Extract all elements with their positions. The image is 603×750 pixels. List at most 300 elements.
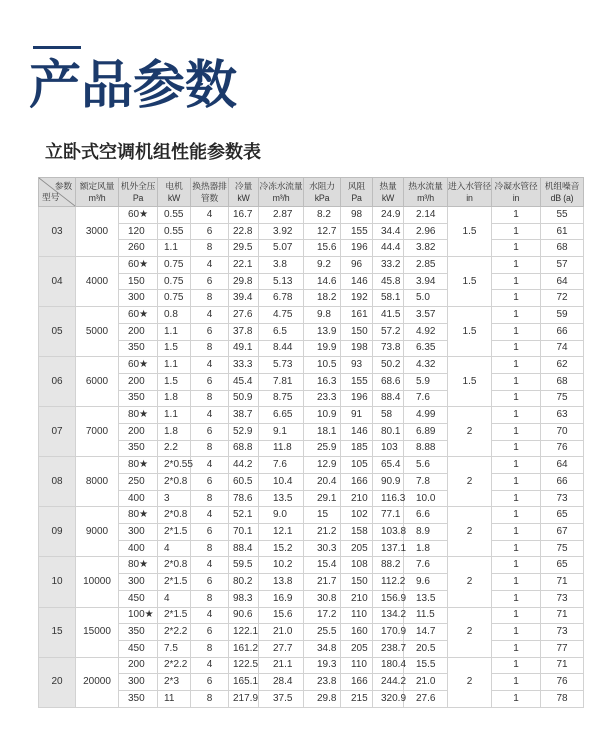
table-row xyxy=(39,607,584,624)
tube-rows-cell: 4 xyxy=(191,657,229,674)
chilled-water-flow-cell: 10.4 xyxy=(259,474,304,491)
chilled-water-flow-cell: 13.8 xyxy=(259,574,304,591)
heating-capacity-cell: 137.1 xyxy=(373,540,404,557)
heating-capacity-cell: 90.9 xyxy=(373,474,404,491)
condensate-pipe-cell: 1 xyxy=(492,507,541,524)
hot-water-flow-cell: 8.88 xyxy=(404,440,448,457)
hot-water-flow-cell: 2.14 xyxy=(404,207,448,224)
motor-power-cell: 2*1.5 xyxy=(158,524,191,541)
chilled-water-flow-cell: 21.1 xyxy=(259,657,304,674)
tube-rows-cell: 4 xyxy=(191,257,229,274)
tube-rows-cell: 6 xyxy=(191,674,229,691)
noise-cell: 73 xyxy=(541,590,584,607)
motor-power-cell: 2*1.5 xyxy=(158,574,191,591)
column-header xyxy=(492,178,541,207)
external-pressure-cell: 60★ xyxy=(119,357,158,374)
motor-power-cell: 2*0.8 xyxy=(158,507,191,524)
tube-rows-cell: 8 xyxy=(191,340,229,357)
water-resistance-cell: 25.9 xyxy=(304,440,341,457)
cooling-capacity-cell: 39.4 xyxy=(229,290,259,307)
water-resistance-cell: 34.8 xyxy=(304,640,341,657)
cooling-capacity-cell: 44.2 xyxy=(229,457,259,474)
tube-rows-cell: 6 xyxy=(191,373,229,390)
table-row xyxy=(39,474,584,491)
column-header-label: 机组噪音 xyxy=(544,180,580,191)
water-resistance-cell: 29.8 xyxy=(304,690,341,707)
water-resistance-cell: 19.9 xyxy=(304,340,341,357)
condensate-pipe-cell: 1 xyxy=(492,390,541,407)
table-row xyxy=(39,690,584,707)
air-resistance-cell: 196 xyxy=(341,390,373,407)
hot-water-flow-cell: 7.8 xyxy=(404,474,448,491)
cooling-capacity-cell: 50.9 xyxy=(229,390,259,407)
motor-power-cell: 1.1 xyxy=(158,240,191,257)
water-resistance-cell: 9.2 xyxy=(304,257,341,274)
condensate-pipe-cell: 1 xyxy=(492,574,541,591)
column-header-unit: kW xyxy=(237,192,250,203)
rated-airflow-cell: 15000 xyxy=(76,607,119,657)
column-header-unit: m³/h xyxy=(272,192,290,203)
column-header-unit: m³/h xyxy=(88,192,106,203)
rated-airflow-cell: 7000 xyxy=(76,407,119,457)
chilled-water-flow-cell: 5.73 xyxy=(259,357,304,374)
table-body xyxy=(39,207,584,708)
cooling-capacity-cell: 45.4 xyxy=(229,373,259,390)
cooling-capacity-cell: 88.4 xyxy=(229,540,259,557)
noise-cell: 71 xyxy=(541,574,584,591)
hot-water-flow-cell: 3.57 xyxy=(404,307,448,324)
rated-airflow-cell: 10000 xyxy=(76,557,119,607)
condensate-pipe-cell: 1 xyxy=(492,457,541,474)
motor-power-cell: 2*1.5 xyxy=(158,607,191,624)
tube-rows-cell: 6 xyxy=(191,223,229,240)
air-resistance-cell: 205 xyxy=(341,640,373,657)
chilled-water-flow-cell: 16.9 xyxy=(259,590,304,607)
chilled-water-flow-cell: 7.6 xyxy=(259,457,304,474)
heating-capacity-cell: 116.3 xyxy=(373,490,404,507)
noise-cell: 74 xyxy=(541,340,584,357)
condensate-pipe-cell: 1 xyxy=(492,240,541,257)
air-resistance-cell: 150 xyxy=(341,323,373,340)
cooling-capacity-cell: 68.8 xyxy=(229,440,259,457)
air-resistance-cell: 160 xyxy=(341,624,373,641)
cooling-capacity-cell: 98.3 xyxy=(229,590,259,607)
air-resistance-cell: 98 xyxy=(341,207,373,224)
column-header xyxy=(259,178,304,207)
noise-cell: 78 xyxy=(541,690,584,707)
tube-rows-cell: 8 xyxy=(191,590,229,607)
hot-water-flow-cell: 15.5 xyxy=(404,657,448,674)
tube-rows-cell: 6 xyxy=(191,323,229,340)
water-resistance-cell: 16.3 xyxy=(304,373,341,390)
noise-cell: 66 xyxy=(541,323,584,340)
heating-capacity-cell: 88.2 xyxy=(373,557,404,574)
external-pressure-cell: 350 xyxy=(119,624,158,641)
hot-water-flow-cell: 9.6 xyxy=(404,574,448,591)
table-row xyxy=(39,290,584,307)
cooling-capacity-cell: 122.1 xyxy=(229,624,259,641)
parameter-table xyxy=(38,177,584,708)
condensate-pipe-cell: 1 xyxy=(492,440,541,457)
chilled-water-flow-cell: 10.2 xyxy=(259,557,304,574)
air-resistance-cell: 108 xyxy=(341,557,373,574)
hot-water-flow-cell: 13.5 xyxy=(404,590,448,607)
motor-power-cell: 1.8 xyxy=(158,423,191,440)
motor-power-cell: 2*3 xyxy=(158,674,191,691)
motor-power-cell: 1.1 xyxy=(158,357,191,374)
external-pressure-cell: 200 xyxy=(119,323,158,340)
column-header-label: 冷凝水管径 xyxy=(494,180,538,191)
water-resistance-cell: 15.4 xyxy=(304,557,341,574)
table-row xyxy=(39,440,584,457)
heating-capacity-cell: 34.4 xyxy=(373,223,404,240)
tube-rows-cell: 8 xyxy=(191,290,229,307)
motor-power-cell: 0.55 xyxy=(158,207,191,224)
rated-airflow-cell: 5000 xyxy=(76,307,119,357)
table-row xyxy=(39,507,584,524)
tube-rows-cell: 4 xyxy=(191,207,229,224)
external-pressure-cell: 260 xyxy=(119,240,158,257)
heating-capacity-cell: 170.9 xyxy=(373,624,404,641)
water-resistance-cell: 17.2 xyxy=(304,607,341,624)
tube-rows-cell: 4 xyxy=(191,357,229,374)
external-pressure-cell: 450 xyxy=(119,640,158,657)
condensate-pipe-cell: 1 xyxy=(492,407,541,424)
chilled-water-flow-cell: 4.75 xyxy=(259,307,304,324)
motor-power-cell: 0.75 xyxy=(158,273,191,290)
column-header xyxy=(404,178,448,207)
hot-water-flow-cell: 5.0 xyxy=(404,290,448,307)
chilled-water-flow-cell: 7.81 xyxy=(259,373,304,390)
column-header xyxy=(541,178,584,207)
chilled-water-flow-cell: 12.1 xyxy=(259,524,304,541)
table-row xyxy=(39,674,584,691)
tube-rows-cell: 8 xyxy=(191,640,229,657)
column-header-label: 风阻 xyxy=(347,180,366,191)
motor-power-cell: 1.5 xyxy=(158,340,191,357)
hot-water-flow-cell: 6.35 xyxy=(404,340,448,357)
table-row xyxy=(39,524,584,541)
heating-capacity-cell: 134.2 xyxy=(373,607,404,624)
column-header-label: 热水流量 xyxy=(408,180,443,191)
noise-cell: 67 xyxy=(541,524,584,541)
noise-cell: 65 xyxy=(541,557,584,574)
heating-capacity-cell: 112.2 xyxy=(373,574,404,591)
air-resistance-cell: 155 xyxy=(341,223,373,240)
tube-rows-cell: 6 xyxy=(191,574,229,591)
water-resistance-cell: 20.4 xyxy=(304,474,341,491)
air-resistance-cell: 192 xyxy=(341,290,373,307)
column-header-label: 热量 xyxy=(379,180,397,191)
table-row xyxy=(39,223,584,240)
external-pressure-cell: 60★ xyxy=(119,307,158,324)
external-pressure-cell: 150 xyxy=(119,273,158,290)
air-resistance-cell: 185 xyxy=(341,440,373,457)
water-resistance-cell: 21.2 xyxy=(304,524,341,541)
water-resistance-cell: 29.1 xyxy=(304,490,341,507)
hot-water-flow-cell: 1.8 xyxy=(404,540,448,557)
chilled-water-flow-cell: 21.0 xyxy=(259,624,304,641)
table-row xyxy=(39,590,584,607)
motor-power-cell: 4 xyxy=(158,540,191,557)
motor-power-cell: 7.5 xyxy=(158,640,191,657)
external-pressure-cell: 60★ xyxy=(119,257,158,274)
water-resistance-cell: 9.8 xyxy=(304,307,341,324)
hot-water-flow-cell: 11.5 xyxy=(404,607,448,624)
cooling-capacity-cell: 90.6 xyxy=(229,607,259,624)
air-resistance-cell: 102 xyxy=(341,507,373,524)
tube-rows-cell: 6 xyxy=(191,524,229,541)
water-resistance-cell: 18.1 xyxy=(304,423,341,440)
tube-rows-cell: 8 xyxy=(191,240,229,257)
heating-capacity-cell: 57.2 xyxy=(373,323,404,340)
air-resistance-cell: 91 xyxy=(341,407,373,424)
cooling-capacity-cell: 29.8 xyxy=(229,273,259,290)
heating-capacity-cell: 50.2 xyxy=(373,357,404,374)
water-resistance-cell: 12.7 xyxy=(304,223,341,240)
corner-header-cell xyxy=(39,178,76,207)
column-header-unit: dB (a) xyxy=(550,192,574,203)
tube-rows-cell: 4 xyxy=(191,457,229,474)
noise-cell: 57 xyxy=(541,257,584,274)
hot-water-flow-cell: 7.6 xyxy=(404,390,448,407)
tube-rows-cell: 6 xyxy=(191,273,229,290)
chilled-water-flow-cell: 27.7 xyxy=(259,640,304,657)
heating-capacity-cell: 73.8 xyxy=(373,340,404,357)
water-resistance-cell: 8.2 xyxy=(304,207,341,224)
air-resistance-cell: 198 xyxy=(341,340,373,357)
external-pressure-cell: 350 xyxy=(119,440,158,457)
chilled-water-flow-cell: 15.2 xyxy=(259,540,304,557)
cooling-capacity-cell: 59.5 xyxy=(229,557,259,574)
motor-power-cell: 2*0.8 xyxy=(158,557,191,574)
water-resistance-cell: 12.9 xyxy=(304,457,341,474)
motor-power-cell: 2*2.2 xyxy=(158,657,191,674)
inlet-pipe-cell: 2 xyxy=(448,407,492,457)
hot-water-flow-cell: 2.96 xyxy=(404,223,448,240)
hot-water-flow-cell: 6.6 xyxy=(404,507,448,524)
motor-power-cell: 0.8 xyxy=(158,307,191,324)
motor-power-cell: 0.55 xyxy=(158,223,191,240)
inlet-pipe-cell: 1.5 xyxy=(448,207,492,257)
heating-capacity-cell: 244.2 xyxy=(373,674,404,691)
model-cell: 08 xyxy=(39,457,76,507)
cooling-capacity-cell: 161.2 xyxy=(229,640,259,657)
noise-cell: 76 xyxy=(541,440,584,457)
rated-airflow-cell: 4000 xyxy=(76,257,119,307)
noise-cell: 76 xyxy=(541,674,584,691)
inlet-pipe-cell: 1.5 xyxy=(448,357,492,407)
condensate-pipe-cell: 1 xyxy=(492,207,541,224)
page-title: 产品参数 xyxy=(29,57,238,115)
chilled-water-flow-cell: 8.75 xyxy=(259,390,304,407)
tube-rows-cell: 6 xyxy=(191,474,229,491)
chilled-water-flow-cell: 3.8 xyxy=(259,257,304,274)
column-header-unit: m³/h xyxy=(417,192,434,203)
table-row xyxy=(39,407,584,424)
cooling-capacity-cell: 122.5 xyxy=(229,657,259,674)
column-header-label: 电机 xyxy=(165,180,183,191)
air-resistance-cell: 210 xyxy=(341,490,373,507)
condensate-pipe-cell: 1 xyxy=(492,557,541,574)
tube-rows-cell: 8 xyxy=(191,690,229,707)
column-header xyxy=(448,178,492,207)
column-header-label: 换热器排 xyxy=(192,180,227,191)
corner-label-model: 型号 xyxy=(42,192,60,203)
chilled-water-flow-cell: 3.92 xyxy=(259,223,304,240)
water-resistance-cell: 19.3 xyxy=(304,657,341,674)
column-header-unit: kW xyxy=(381,192,395,203)
hot-water-flow-cell: 4.92 xyxy=(404,323,448,340)
noise-cell: 65 xyxy=(541,507,584,524)
external-pressure-cell: 120 xyxy=(119,223,158,240)
column-header-unit: Pa xyxy=(132,192,144,203)
table-row xyxy=(39,373,584,390)
tube-rows-cell: 4 xyxy=(191,407,229,424)
noise-cell: 71 xyxy=(541,657,584,674)
water-resistance-cell: 23.3 xyxy=(304,390,341,407)
condensate-pipe-cell: 1 xyxy=(492,490,541,507)
hot-water-flow-cell: 21.0 xyxy=(404,674,448,691)
column-header-unit: kW xyxy=(167,192,181,203)
water-resistance-cell: 25.5 xyxy=(304,624,341,641)
table-row xyxy=(39,257,584,274)
table-row xyxy=(39,457,584,474)
air-resistance-cell: 205 xyxy=(341,540,373,557)
column-header xyxy=(373,178,404,207)
tube-rows-cell: 4 xyxy=(191,607,229,624)
condensate-pipe-cell: 1 xyxy=(492,640,541,657)
motor-power-cell: 0.75 xyxy=(158,290,191,307)
motor-power-cell: 11 xyxy=(158,690,191,707)
column-header xyxy=(341,178,373,207)
chilled-water-flow-cell: 8.44 xyxy=(259,340,304,357)
motor-power-cell: 1.5 xyxy=(158,373,191,390)
noise-cell: 64 xyxy=(541,457,584,474)
corner-label-parameter: 参数 xyxy=(54,181,72,191)
air-resistance-cell: 96 xyxy=(341,257,373,274)
condensate-pipe-cell: 1 xyxy=(492,290,541,307)
model-cell: 05 xyxy=(39,307,76,357)
model-cell: 06 xyxy=(39,357,76,407)
motor-power-cell: 1.1 xyxy=(158,407,191,424)
condensate-pipe-cell: 1 xyxy=(492,474,541,491)
tube-rows-cell: 4 xyxy=(191,557,229,574)
hot-water-flow-cell: 10.0 xyxy=(404,490,448,507)
motor-power-cell: 2*2.2 xyxy=(158,624,191,641)
noise-cell: 59 xyxy=(541,307,584,324)
external-pressure-cell: 350 xyxy=(119,390,158,407)
cooling-capacity-cell: 217.9 xyxy=(229,690,259,707)
noise-cell: 70 xyxy=(541,423,584,440)
external-pressure-cell: 80★ xyxy=(119,557,158,574)
table-title: 立卧式空调机组性能参数表 xyxy=(45,142,261,162)
noise-cell: 62 xyxy=(541,357,584,374)
noise-cell: 75 xyxy=(541,540,584,557)
column-header-unit: kPa xyxy=(314,192,330,203)
condensate-pipe-cell: 1 xyxy=(492,690,541,707)
motor-power-cell: 0.75 xyxy=(158,257,191,274)
model-cell: 07 xyxy=(39,407,76,457)
rated-airflow-cell: 8000 xyxy=(76,457,119,507)
inlet-pipe-cell: 1.5 xyxy=(448,257,492,307)
cooling-capacity-cell: 70.1 xyxy=(229,524,259,541)
cooling-capacity-cell: 52.9 xyxy=(229,423,259,440)
air-resistance-cell: 110 xyxy=(341,657,373,674)
column-header xyxy=(158,178,191,207)
table-row xyxy=(39,657,584,674)
model-cell: 20 xyxy=(39,657,76,707)
external-pressure-cell: 60★ xyxy=(119,207,158,224)
hot-water-flow-cell: 2.85 xyxy=(404,257,448,274)
heating-capacity-cell: 65.4 xyxy=(373,457,404,474)
condensate-pipe-cell: 1 xyxy=(492,223,541,240)
external-pressure-cell: 300 xyxy=(119,574,158,591)
external-pressure-cell: 300 xyxy=(119,524,158,541)
chilled-water-flow-cell: 6.65 xyxy=(259,407,304,424)
external-pressure-cell: 80★ xyxy=(119,507,158,524)
external-pressure-cell: 200 xyxy=(119,657,158,674)
table-row xyxy=(39,340,584,357)
tube-rows-cell: 8 xyxy=(191,440,229,457)
external-pressure-cell: 300 xyxy=(119,290,158,307)
tube-rows-cell: 6 xyxy=(191,624,229,641)
heating-capacity-cell: 58 xyxy=(373,407,404,424)
cooling-capacity-cell: 49.1 xyxy=(229,340,259,357)
water-resistance-cell: 13.9 xyxy=(304,323,341,340)
heating-capacity-cell: 88.4 xyxy=(373,390,404,407)
condensate-pipe-cell: 1 xyxy=(492,323,541,340)
column-header-unit: 管数 xyxy=(200,192,219,203)
water-resistance-cell: 15.6 xyxy=(304,240,341,257)
column-header xyxy=(76,178,119,207)
air-resistance-cell: 110 xyxy=(341,607,373,624)
motor-power-cell: 1.1 xyxy=(158,323,191,340)
tube-rows-cell: 8 xyxy=(191,390,229,407)
noise-cell: 63 xyxy=(541,407,584,424)
condensate-pipe-cell: 1 xyxy=(492,524,541,541)
condensate-pipe-cell: 1 xyxy=(492,674,541,691)
hot-water-flow-cell: 4.32 xyxy=(404,357,448,374)
water-resistance-cell: 10.5 xyxy=(304,357,341,374)
column-header-label: 额定风量 xyxy=(79,180,115,191)
external-pressure-cell: 200 xyxy=(119,423,158,440)
heating-capacity-cell: 24.9 xyxy=(373,207,404,224)
noise-cell: 66 xyxy=(541,474,584,491)
heating-capacity-cell: 77.1 xyxy=(373,507,404,524)
column-header-label: 水阻力 xyxy=(309,180,335,191)
motor-power-cell: 2*0.55 xyxy=(158,457,191,474)
chilled-water-flow-cell: 11.8 xyxy=(259,440,304,457)
inlet-pipe-cell: 1.5 xyxy=(448,307,492,357)
table-row xyxy=(39,357,584,374)
condensate-pipe-cell: 1 xyxy=(492,540,541,557)
table-row xyxy=(39,207,584,224)
model-cell: 03 xyxy=(39,207,76,257)
hot-water-flow-cell: 20.5 xyxy=(404,640,448,657)
column-header xyxy=(191,178,229,207)
heating-capacity-cell: 80.1 xyxy=(373,423,404,440)
cooling-capacity-cell: 38.7 xyxy=(229,407,259,424)
condensate-pipe-cell: 1 xyxy=(492,657,541,674)
air-resistance-cell: 158 xyxy=(341,524,373,541)
cooling-capacity-cell: 37.8 xyxy=(229,323,259,340)
table-row xyxy=(39,557,584,574)
rated-airflow-cell: 6000 xyxy=(76,357,119,407)
inlet-pipe-cell: 2 xyxy=(448,457,492,507)
model-cell: 09 xyxy=(39,507,76,557)
chilled-water-flow-cell: 5.07 xyxy=(259,240,304,257)
